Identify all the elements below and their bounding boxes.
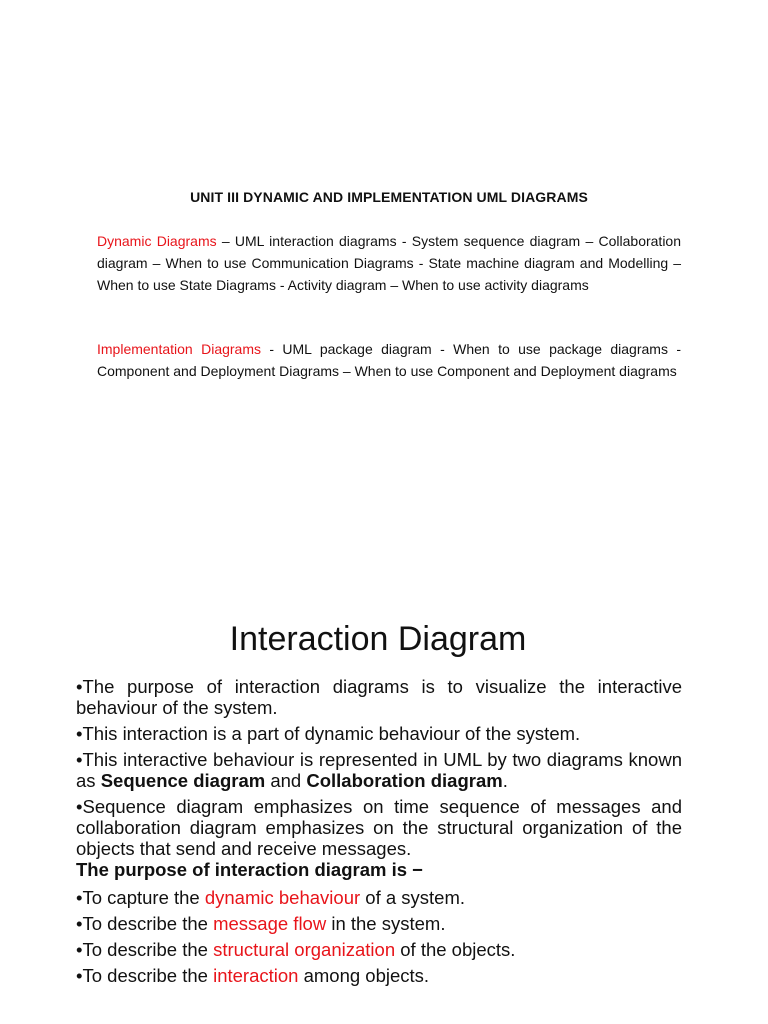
- slide-interaction-diagram: [0, 560, 768, 1024]
- bullet-item: •This interaction is a part of dynamic behaviour of the system.: [76, 723, 581, 744]
- purpose-highlight: interaction: [213, 965, 299, 986]
- unit-title: UNIT III DYNAMIC AND IMPLEMENTATION UML DIAGRAMS: [190, 189, 588, 205]
- intro-bullet-list: [76, 676, 682, 864]
- purpose-item: [76, 913, 682, 934]
- purpose-bullet-list: [76, 887, 682, 991]
- purpose-highlight: structural organization: [213, 939, 396, 960]
- sequence-diagram-term: Sequence diagram: [100, 770, 266, 791]
- purpose-item: [76, 939, 682, 960]
- purpose-item: [76, 887, 682, 908]
- bullet-item: [76, 749, 682, 791]
- dynamic-diagrams-paragraph: [97, 230, 681, 296]
- purpose-text: among objects.: [298, 965, 430, 986]
- purpose-highlight: message flow: [213, 913, 327, 934]
- purpose-text: •To capture the: [76, 887, 205, 908]
- dynamic-diagrams-text: – UML interaction diagrams - System sequence diagram – Collaboration diagram – When to use Communication Diagrams - State machine diagram and Modelling –When to use State Diagrams - Activity diagram – When to use activity diagrams: [97, 233, 681, 293]
- purpose-text: in the system.: [326, 913, 446, 934]
- purpose-text: of the objects.: [395, 939, 516, 960]
- purpose-highlight: dynamic behaviour: [204, 887, 361, 908]
- purpose-text: of a system.: [360, 887, 466, 908]
- collaboration-diagram-term: Collaboration diagram: [306, 770, 503, 791]
- purpose-item: [76, 965, 682, 986]
- dynamic-diagrams-label: Dynamic Diagrams: [97, 233, 217, 249]
- purpose-text: •To describe the: [76, 913, 214, 934]
- implementation-diagrams-label: Implementation Diagrams: [97, 341, 261, 357]
- bullet-item: •Sequence diagram emphasizes on time sequence of messages and collaboration diagram emphasizes on the structural organization of the objects that send and receive messages.: [76, 796, 682, 859]
- purpose-text: •To describe the: [76, 965, 214, 986]
- bullet-text: •This interactive behaviour is represented in UML by two diagrams known as: [76, 749, 682, 791]
- purpose-text: •To describe the: [76, 939, 214, 960]
- slide-title: Interaction Diagram: [229, 620, 527, 658]
- implementation-diagrams-text: - UML package diagram - When to use package diagrams - Component and Deployment Diagrams – When to use Component and Deployment diagrams: [97, 341, 681, 379]
- bullet-text: .: [502, 770, 508, 791]
- bullet-text: and: [265, 770, 307, 791]
- purpose-heading: The purpose of interaction diagram is −: [76, 859, 423, 880]
- bullet-item: •The purpose of interaction diagrams is to visualize the interactive behaviour of the system.: [76, 676, 682, 718]
- implementation-diagrams-paragraph: [97, 338, 681, 382]
